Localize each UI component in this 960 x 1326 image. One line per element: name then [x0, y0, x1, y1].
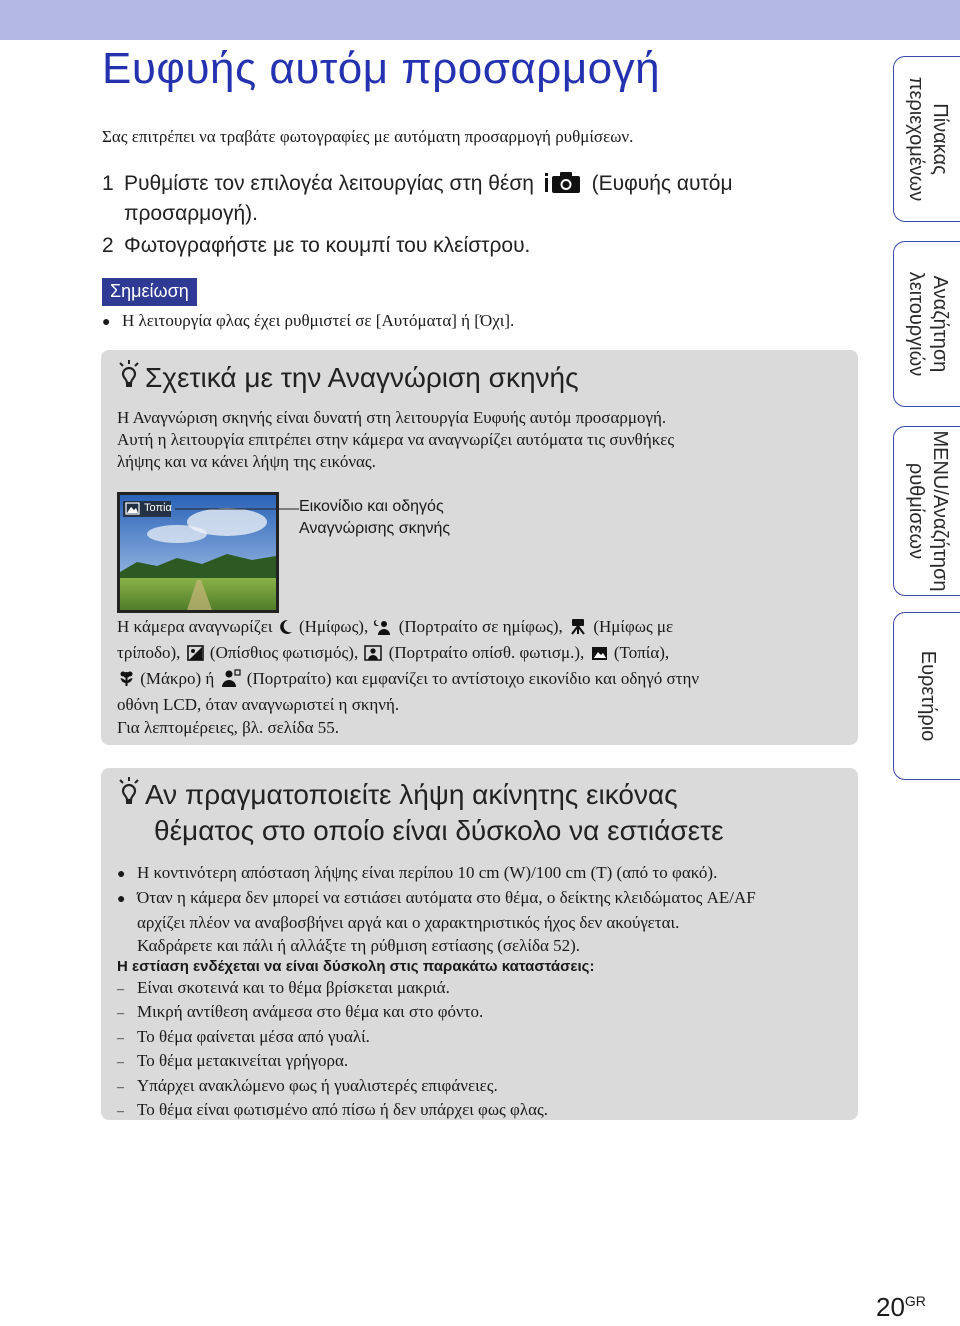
tab-table-of-contents[interactable]: Πίνακας περιεχομένων: [893, 56, 960, 222]
intelligent-auto-camera-icon: [544, 170, 582, 201]
landscape-icon: [591, 644, 608, 667]
list-item: – Το θέμα φαίνεται μέσα από γυαλί.: [117, 1026, 370, 1046]
backlight-icon: [187, 644, 204, 667]
difficult-focus-panel: [101, 768, 858, 1120]
twilight-portrait-icon: [374, 618, 392, 641]
bullet-dot-icon: ●: [102, 315, 111, 330]
twilight-icon: [279, 618, 293, 641]
hint-bulb-icon: [117, 776, 141, 814]
list-item: – Υπάρχει ανακλώμενο φως ή γυαλιστερές επιφάνειες.: [117, 1075, 498, 1095]
focus-bullets: ● Η κοντινότερη απόσταση λήψης είναι περίπου 10 cm (W)/100 cm (T) (από το φακό). ● Όταν η κάμερα δεν μπορεί να εστιάσει αυτόματα στο θέμα, ο δείκτης κλειδώματος AE/AF αρχίζει πλέον να αναβοσβήνει αργά και ο χαρακτηριστικός ήχος δεν ακούγεται. Καδράρετε και πάλι ή αλλάξτε τη ρύθμιση εστίασης (σελίδα 52).: [117, 863, 756, 955]
focus-conditions: [117, 977, 548, 1123]
step-text: Ρυθμίστε τον επιλογέα λειτουργίας στη θέση: [124, 172, 534, 195]
panel-title: Αν πραγματοποιείτε λήψη ακίνητης εικόνας θέματος στο οποίο είναι δύσκολο να εστιάσετε: [117, 776, 724, 848]
panel-title: Σχετικά με την Αναγνώριση σκηνής: [117, 359, 579, 397]
step-number: 2: [102, 234, 114, 257]
header-band: [0, 0, 960, 40]
page-number: $20^{GR}$: [876, 1292, 926, 1322]
list-item: – Το θέμα μετακινείται γρήγορα.: [117, 1051, 349, 1071]
scene-description: Η κάμερα αναγνωρίζει (Ημίφως), (Πορτραίτο σε ημίφως), (Ημίφως με τρίποδο), (Οπίσθιος φωτισμός), (Πορτραίτο οπίσθ. φωτισμ.), (Τοπία), (Μάκρο) ή (Πορτραίτο) και εμφανίζει το αντίστοιχο εικονίδιο και οδηγό στην οθόνη LCD, όταν αναγνωριστεί η σκηνή. Για λεπτομέρειες, βλ. σελίδα 55.: [117, 617, 700, 737]
scene-example-photo: [117, 492, 279, 613]
list-item: – Το θέμα είναι φωτισμένο από πίσω ή δεν υπάρχει φως φλας.: [117, 1100, 548, 1120]
bullet-dot-icon: ●: [117, 867, 126, 882]
intro-text: Σας επιτρέπει να τραβάτε φωτογραφίες με αυτόματη προσαρμογή ρυθμίσεων.: [102, 127, 634, 146]
list-item: – Μικρή αντίθεση ανάμεσα στο θέμα και στο φόντο.: [117, 1002, 484, 1022]
hint-bulb-icon: [117, 359, 141, 397]
scene-callout: Εικονίδιο και οδηγός Αναγνώρισης σκηνής: [299, 498, 451, 537]
macro-icon: [119, 670, 134, 693]
page-title: Ευφυής αυτόμ προσαρμογή: [102, 44, 661, 93]
focus-subheading: Η εστίαση ενδέχεται να είναι δύσκολη στις παρακάτω καταστάσεις:: [117, 958, 595, 975]
note-label: Σημείωση: [102, 278, 197, 306]
list-item: ● Όταν η κάμερα δεν μπορεί να εστιάσει αυτόματα στο θέμα, ο δείκτης κλειδώματος AE/AF: [117, 886, 756, 911]
portrait-icon: [221, 669, 241, 693]
tab-function-search[interactable]: Αναζήτηση λειτουργιών: [893, 241, 960, 407]
backlight-portrait-icon: [364, 644, 382, 667]
twilight-tripod-icon: [569, 618, 587, 641]
list-item: ● Η κοντινότερη απόσταση λήψης είναι περίπου 10 cm (W)/100 cm (T) (από το φακό).: [117, 861, 756, 886]
panel-paragraph: Η Αναγνώριση σκηνής είναι δυνατή στη λειτουργία Ευφυής αυτόμ προσαρμογή. Αυτή η λειτουργία επιτρέπει στην κάμερα να αναγνωρίζει αυτόματα τις συνθήκες λήψης και να κάνει λήψη της εικόνας.: [117, 408, 675, 471]
step-text: Φωτογραφήστε με το κουμπί του κλείστρου.: [124, 234, 531, 257]
bullet-dot-icon: ●: [117, 892, 126, 907]
scene-label: Τοπία: [144, 502, 172, 514]
tab-menu-settings-search[interactable]: MENU/Αναζήτηση ρυθμίσεων: [893, 426, 960, 596]
list-item: – Είναι σκοτεινά και το θέμα βρίσκεται μακριά.: [117, 978, 450, 997]
scene-recognition-panel: [101, 350, 858, 745]
step-text-after: (Ευφυής αυτόμ: [591, 172, 733, 195]
step-2: [102, 233, 530, 259]
note-item: ● Η λειτουργία φλας έχει ρυθμιστεί σε [Αυτόματα] ή [Όχι].: [102, 311, 515, 330]
step-text-cont: προσαρμογή).: [124, 202, 258, 225]
step-number: 1: [102, 172, 114, 195]
tab-index[interactable]: Ευρετήριο: [893, 612, 960, 780]
step-1: [102, 170, 852, 227]
